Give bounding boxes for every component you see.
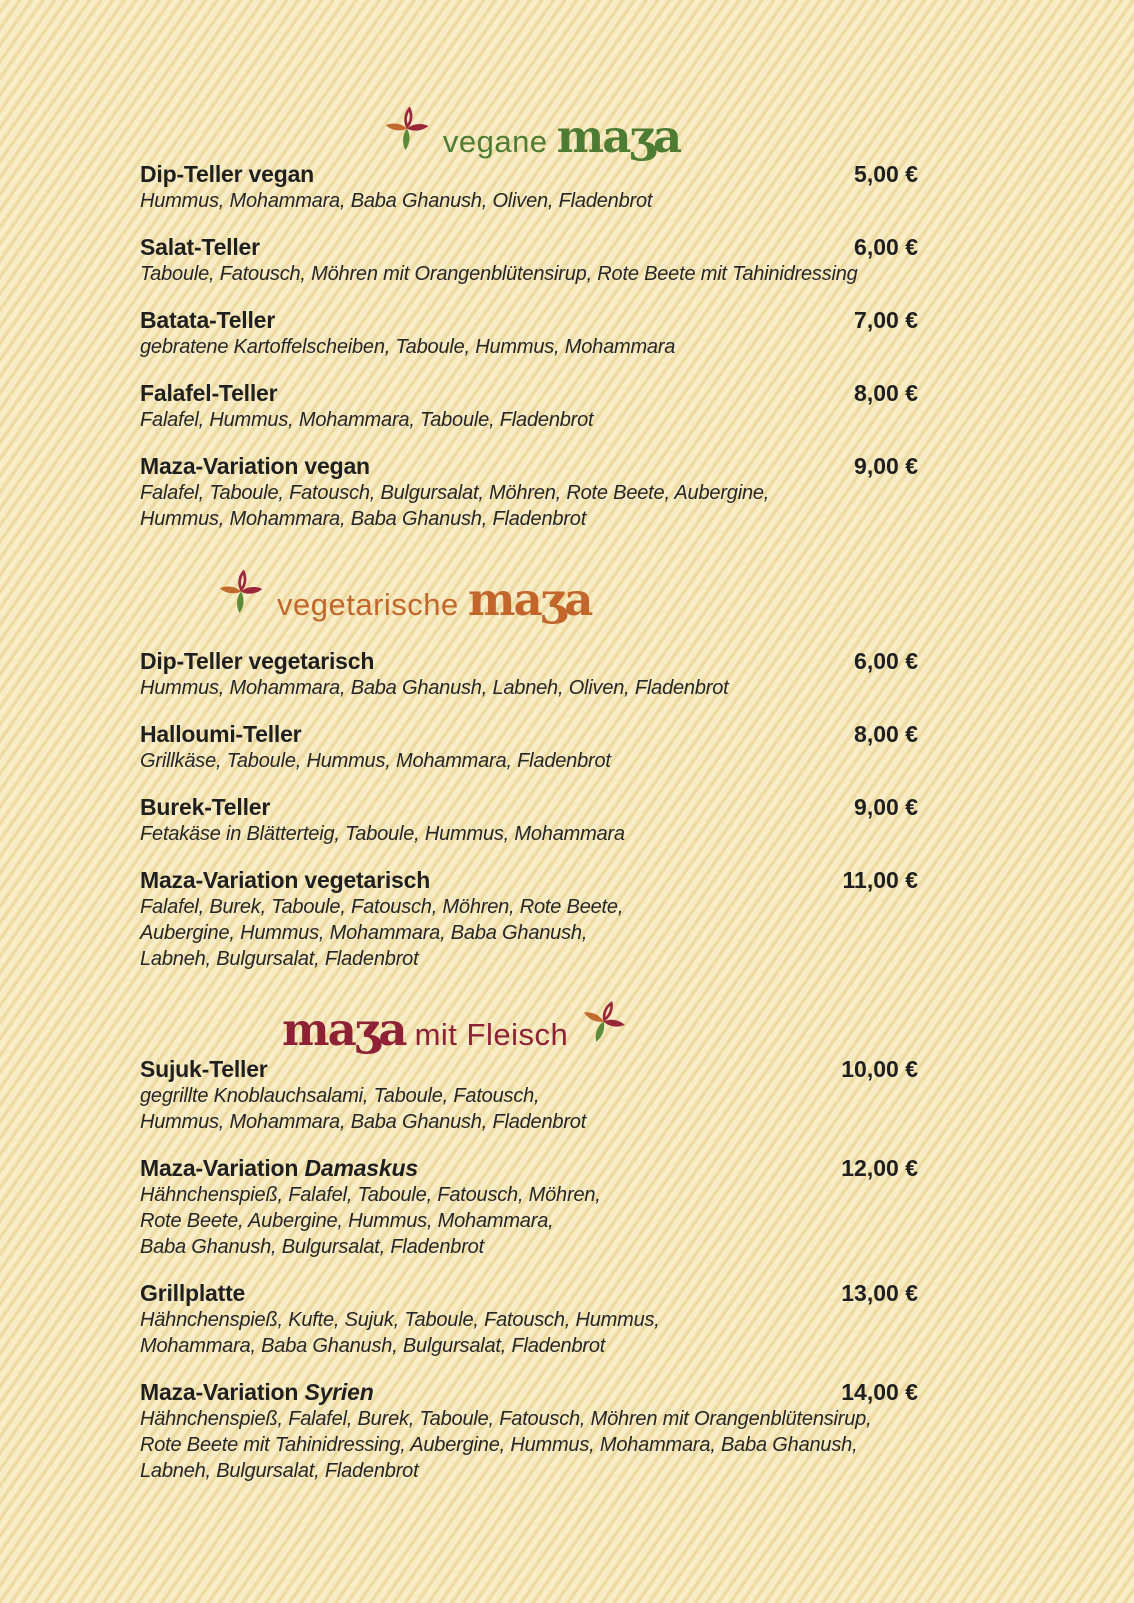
menu-item (140, 306, 918, 360)
petal-left-icon (385, 122, 407, 132)
item-name: Maza-Variation vegan (140, 453, 370, 479)
section-header (140, 88, 918, 163)
item-description-line: Falafel, Taboule, Fatousch, Bulgursalat, Möhren, Rote Beete, Aubergine, (140, 482, 770, 504)
item-description-line: Fetakäse in Blätterteig, Taboule, Hummus, Mohammara (140, 823, 625, 845)
flower-logo-icon (567, 980, 641, 1059)
item-name: Maza-Variation vegetarisch (140, 867, 431, 893)
item-description-line: Hummus, Mohammara, Baba Ghanush, Labneh, Oliven, Fladenbrot (140, 677, 729, 699)
item-description-line: Labneh, Bulgursalat, Fladenbrot (140, 948, 419, 970)
item-price: 6,00 € (854, 234, 918, 260)
item-price: 9,00 € (854, 453, 918, 479)
item-price: 14,00 € (841, 1379, 918, 1405)
item-name: Dip-Teller vegan (140, 161, 315, 187)
menu-item (140, 379, 918, 433)
item-row (140, 379, 918, 407)
item-description-line: Taboule, Fatousch, Möhren mit Orangenblütensirup, Rote Beete mit Tahinidressing (140, 263, 858, 285)
item-price: 8,00 € (854, 721, 918, 747)
section-title-group (282, 1003, 569, 1056)
item-name: Burek-Teller (140, 794, 271, 820)
item-name: Maza-Variation Damaskus (140, 1155, 418, 1181)
menu-section-vegetarische-maza (140, 551, 918, 972)
brand-wordmark: maʒa (467, 573, 592, 626)
item-row (140, 306, 918, 334)
item-row (140, 1154, 918, 1182)
section-header (282, 981, 918, 1056)
section-title-group (277, 573, 592, 626)
petal-bottom-icon (593, 1020, 606, 1042)
item-description-line: Hummus, Mohammara, Baba Ghanush, Fladenbrot (140, 1111, 587, 1133)
flower-logo-icon (212, 557, 270, 623)
petal-bottom-icon (236, 591, 244, 613)
item-description-line: Labneh, Bulgursalat, Fladenbrot (140, 1460, 419, 1482)
item-name: Falafel-Teller (140, 380, 278, 406)
section-title: vegetarische (277, 587, 468, 622)
item-row (140, 1055, 918, 1083)
item-description-line: Falafel, Hummus, Mohammara, Taboule, Fladenbrot (140, 409, 594, 431)
item-description-line: Hummus, Mohammara, Baba Ghanush, Fladenbrot (140, 508, 587, 530)
item-price: 7,00 € (854, 307, 918, 333)
item-row (140, 1378, 918, 1406)
item-row (140, 720, 918, 748)
section-title: vegane (442, 124, 557, 159)
item-name-accent: Syrien (298, 1379, 374, 1405)
menu-item (140, 1378, 918, 1484)
item-description-line: Falafel, Burek, Taboule, Fatousch, Möhren, Rote Beete, (140, 896, 624, 918)
item-name: Halloumi-Teller (140, 721, 302, 747)
item-price: 10,00 € (841, 1056, 918, 1082)
petal-bottom-icon (402, 128, 410, 150)
item-row (140, 452, 918, 480)
brand-wordmark: maʒa (556, 110, 681, 163)
item-description-line: Rote Beete, Aubergine, Hummus, Mohammara, (140, 1210, 554, 1232)
menu-item (140, 452, 918, 532)
item-description-line: Hähnchenspieß, Falafel, Burek, Taboule, Fatousch, Möhren mit Orangenblütensirup, (140, 1408, 872, 1430)
item-description-line: Grillkäse, Taboule, Hummus, Mohammara, Fladenbrot (140, 750, 611, 772)
brand-wordmark: maʒa (282, 1003, 406, 1056)
item-price: 8,00 € (854, 380, 918, 406)
section-header (212, 551, 918, 626)
menu-item (140, 866, 918, 972)
item-price: 9,00 € (854, 794, 918, 820)
menu-item (140, 1055, 918, 1135)
item-description-line: Aubergine, Hummus, Mohammara, Baba Ghanush, (140, 922, 588, 944)
item-price: 5,00 € (854, 161, 918, 187)
menu-root (140, 88, 918, 1484)
item-name: Maza-Variation Syrien (140, 1379, 374, 1405)
petal-right-icon (603, 1018, 625, 1028)
item-name: Batata-Teller (140, 307, 276, 333)
item-description-line: gebratene Kartoffelscheiben, Taboule, Hummus, Mohammara (140, 336, 676, 358)
petal-top-icon (405, 109, 412, 127)
menu-item (140, 647, 918, 701)
menu-item (140, 793, 918, 847)
item-description-line: Mohammara, Baba Ghanush, Bulgursalat, Fladenbrot (140, 1335, 606, 1357)
menu-item (140, 160, 918, 214)
item-name-accent: Damaskus (298, 1155, 418, 1181)
item-row (140, 647, 918, 675)
section-title: mit Fleisch (405, 1017, 569, 1052)
menu-section-vegane-maza (140, 88, 918, 532)
menu-item (140, 1154, 918, 1260)
item-description-line: Hähnchenspieß, Kufte, Sujuk, Taboule, Fatousch, Hummus, (140, 1309, 660, 1331)
petal-top-icon (239, 572, 246, 590)
menu-section-maza-mit-fleisch (140, 981, 918, 1484)
menu-item (140, 233, 918, 287)
item-name: Grillplatte (140, 1280, 246, 1306)
section-title-group (442, 110, 681, 163)
item-row (140, 793, 918, 821)
flower-logo-icon (378, 94, 436, 160)
item-name: Dip-Teller vegetarisch (140, 648, 375, 674)
item-row (140, 866, 918, 894)
item-row (140, 1279, 918, 1307)
item-description-line: Baba Ghanush, Bulgursalat, Fladenbrot (140, 1236, 484, 1258)
item-price: 12,00 € (841, 1155, 918, 1181)
item-description-line: Hähnchenspieß, Falafel, Taboule, Fatousch, Möhren, (140, 1184, 601, 1206)
menu-content (140, 0, 918, 1503)
item-price: 6,00 € (854, 648, 918, 674)
item-description-line: Rote Beete mit Tahinidressing, Aubergine, Hummus, Mohammara, Baba Ghanush, (140, 1434, 858, 1456)
item-description-line: gegrillte Knoblauchsalami, Taboule, Fatousch, (140, 1085, 540, 1107)
menu-item (140, 720, 918, 774)
item-price: 11,00 € (842, 867, 918, 893)
item-name: Sujuk-Teller (140, 1056, 268, 1082)
menu-item (140, 1279, 918, 1359)
item-name: Salat-Teller (140, 234, 260, 260)
petal-left-icon (583, 1010, 605, 1025)
item-row (140, 160, 918, 188)
petal-top-icon (602, 1002, 614, 1020)
item-row (140, 233, 918, 261)
item-price: 13,00 € (841, 1280, 918, 1306)
item-description-line: Hummus, Mohammara, Baba Ghanush, Oliven, Fladenbrot (140, 190, 653, 212)
petal-left-icon (219, 585, 241, 595)
